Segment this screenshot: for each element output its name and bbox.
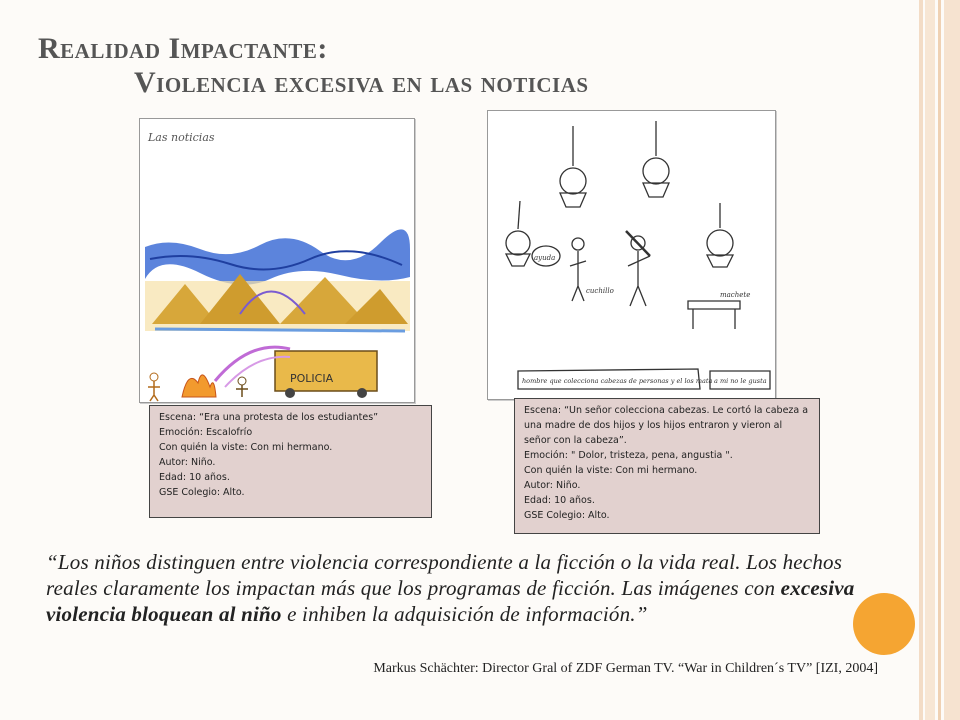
caption-line: Edad: 10 años. [159, 472, 230, 483]
caption-line: Con quién la viste: Con mi hermano. [159, 442, 333, 453]
truck-label: POLICIA [290, 372, 334, 385]
handwritten-label: machete [720, 291, 751, 299]
child-drawing-news [139, 118, 415, 403]
caption-line: GSE Colegio: Alto. [159, 487, 245, 498]
decorative-stripe [925, 0, 935, 720]
quote-part-1: “Los niños distinguen entre violencia correspondiente a la ficción o la vida real. Los hechos reales claramente los impactan más que los programas de ficción. Las imágenes con [46, 550, 843, 600]
handwritten-label: ayuda [534, 254, 556, 262]
handwritten-label: cuchillo [586, 287, 614, 295]
caption-line: Emoción: Escalofrío [159, 427, 253, 438]
caption-line: Autor: Niño. [524, 480, 581, 491]
quote-text [46, 549, 886, 627]
title-line-1: Realidad Impactante: [38, 32, 328, 65]
handwritten-bottom-caption: hombre que colecciona cabezas de personas y el los mata [522, 377, 713, 385]
caption-line: GSE Colegio: Alto. [524, 510, 610, 521]
caption-box-1 [149, 405, 432, 518]
quote-attribution: Markus Schächter: Director Gral of ZDF German TV. “War in Children´s TV” [IZI, 2004] [373, 661, 878, 676]
child-drawing-head-collector [487, 110, 776, 400]
caption-line: Emoción: " Dolor, tristeza, pena, angustia ". [524, 450, 733, 461]
slide-title [38, 32, 589, 100]
caption-line: Edad: 10 años. [524, 495, 595, 506]
caption-line: Escena: “Un señor colecciona cabezas. Le cortó la cabeza a una madre de dos hijos y los hijos entraron y vieron al señor con la cabeza”. [524, 405, 809, 446]
handwritten-title: Las noticias [148, 131, 215, 144]
caption-line: Escena: “Era una protesta de los estudiantes” [159, 412, 379, 423]
quote-emphasis: excesiva violencia bloquean al niño [46, 576, 855, 626]
caption-line: Con quién la viste: Con mi hermano. [524, 465, 698, 476]
decorative-stripe [944, 0, 960, 720]
caption-line: Autor: Niño. [159, 457, 216, 468]
title-line-2: Violencia excesiva en las noticias [134, 66, 589, 99]
caption-box-2 [514, 398, 820, 534]
decorative-stripe [919, 0, 923, 720]
decorative-stripe [938, 0, 941, 720]
handwritten-corner-note: a mi no le gusta [714, 377, 767, 385]
quote-part-2: e inhiben la adquisición de información.” [281, 602, 648, 626]
